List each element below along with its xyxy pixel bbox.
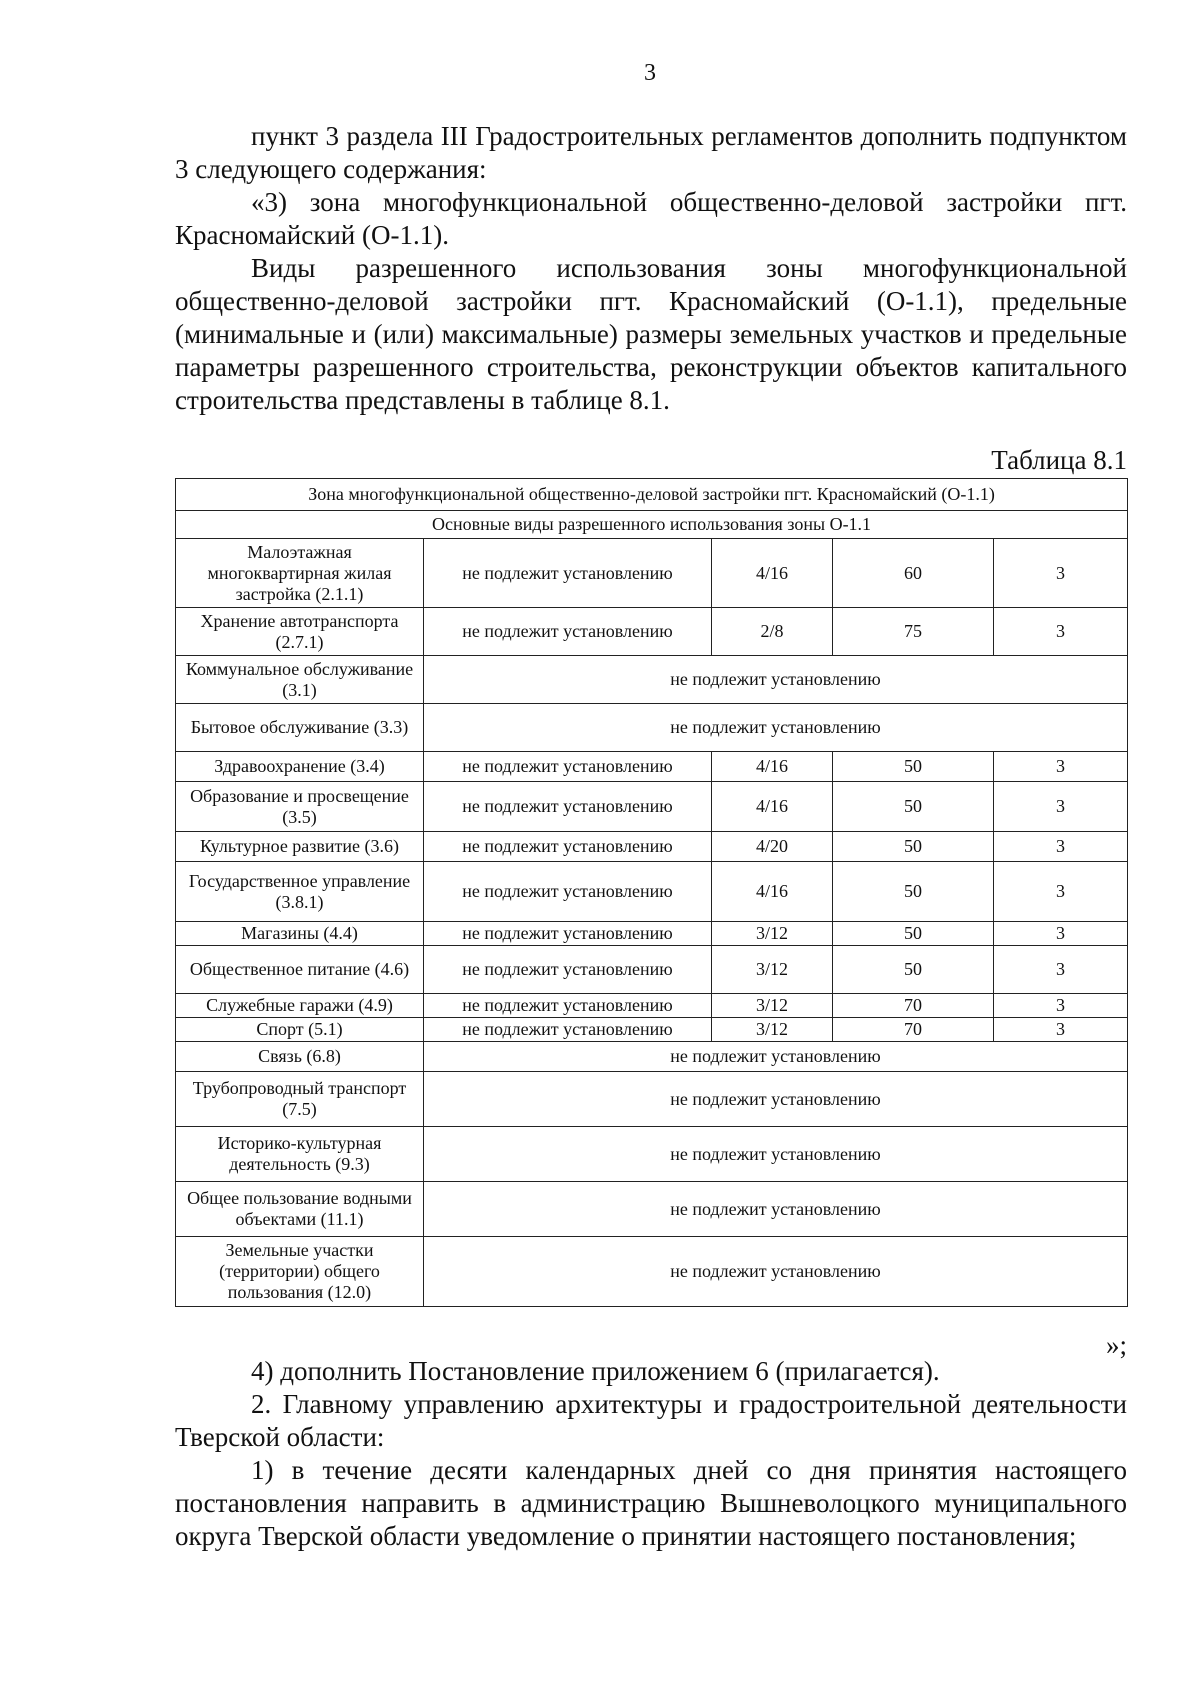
table-row bbox=[176, 1182, 1128, 1237]
use-type-cell: Связь (6.8) bbox=[176, 1042, 424, 1072]
coverage-cell: 70 bbox=[833, 994, 994, 1018]
use-type-cell: Здравоохранение (3.4) bbox=[176, 752, 424, 782]
merged-value-cell: не подлежит установлению bbox=[424, 656, 1128, 704]
floors-height-cell: 3/12 bbox=[712, 994, 833, 1018]
coverage-cell: 50 bbox=[833, 782, 994, 832]
use-type-cell: Трубопроводный транспорт (7.5) bbox=[176, 1072, 424, 1127]
setback-cell: 3 bbox=[994, 782, 1128, 832]
setback-cell: 3 bbox=[994, 832, 1128, 862]
floors-height-cell: 3/12 bbox=[712, 922, 833, 946]
table-row bbox=[176, 922, 1128, 946]
table-row bbox=[176, 832, 1128, 862]
table-row bbox=[176, 862, 1128, 922]
table-row bbox=[176, 1072, 1128, 1127]
plot-size-cell: не подлежит установлению bbox=[424, 832, 712, 862]
outro-text bbox=[175, 1355, 1127, 1553]
section-header-row bbox=[176, 511, 1128, 539]
floors-height-cell: 4/20 bbox=[712, 832, 833, 862]
table-row bbox=[176, 994, 1128, 1018]
floors-height-cell: 2/8 bbox=[712, 608, 833, 656]
table-row bbox=[176, 1042, 1128, 1072]
plot-size-cell: не подлежит установлению bbox=[424, 862, 712, 922]
table-row bbox=[176, 1237, 1128, 1307]
use-type-cell: Земельные участки (территории) общего пользования (12.0) bbox=[176, 1237, 424, 1307]
setback-cell: 3 bbox=[994, 752, 1128, 782]
table-row bbox=[176, 752, 1128, 782]
setback-cell: 3 bbox=[994, 539, 1128, 608]
floors-height-cell: 4/16 bbox=[712, 752, 833, 782]
setback-cell: 3 bbox=[994, 1018, 1128, 1042]
plot-size-cell: не подлежит установлению bbox=[424, 922, 712, 946]
plot-size-cell: не подлежит установлению bbox=[424, 994, 712, 1018]
plot-size-cell: не подлежит установлению bbox=[424, 946, 712, 994]
coverage-cell: 50 bbox=[833, 922, 994, 946]
plot-size-cell: не подлежит установлению bbox=[424, 608, 712, 656]
setback-cell: 3 bbox=[994, 994, 1128, 1018]
zone-header-row bbox=[176, 479, 1128, 511]
use-type-cell: Магазины (4.4) bbox=[176, 922, 424, 946]
intro-paragraph: пункт 3 раздела III Градостроительных регламентов дополнить подпунктом 3 следующего содержания: bbox=[175, 121, 1127, 184]
use-type-cell: Коммунальное обслуживание (3.1) bbox=[176, 656, 424, 704]
outro-paragraph: 2. Главному управлению архитектуры и градостроительной деятельности Тверской области: bbox=[175, 1389, 1127, 1452]
merged-value-cell: не подлежит установлению bbox=[424, 1127, 1128, 1182]
table-row bbox=[176, 946, 1128, 994]
setback-cell: 3 bbox=[994, 862, 1128, 922]
outro-paragraph: 1) в течение десяти календарных дней со дня принятия настоящего постановления направить в администрацию Вышневолоцкого муниципального округа Тверской области уведомление о принятии настоящего постановления; bbox=[175, 1455, 1127, 1551]
page-number: 3 bbox=[644, 60, 656, 86]
table-row bbox=[176, 1127, 1128, 1182]
intro-text bbox=[175, 120, 1127, 417]
coverage-cell: 60 bbox=[833, 539, 994, 608]
merged-value-cell: не подлежит установлению bbox=[424, 704, 1128, 752]
regulations-table bbox=[175, 478, 1128, 1307]
table-row bbox=[176, 704, 1128, 752]
plot-size-cell: не подлежит установлению bbox=[424, 752, 712, 782]
use-type-cell: Культурное развитие (3.6) bbox=[176, 832, 424, 862]
floors-height-cell: 4/16 bbox=[712, 862, 833, 922]
table-row bbox=[176, 539, 1128, 608]
coverage-cell: 50 bbox=[833, 862, 994, 922]
merged-value-cell: не подлежит установлению bbox=[424, 1237, 1128, 1307]
plot-size-cell: не подлежит установлению bbox=[424, 539, 712, 608]
use-type-cell: Образование и просвещение (3.5) bbox=[176, 782, 424, 832]
table-row bbox=[176, 608, 1128, 656]
use-type-cell: Служебные гаражи (4.9) bbox=[176, 994, 424, 1018]
use-type-cell: Малоэтажная многоквартирная жилая застройка (2.1.1) bbox=[176, 539, 424, 608]
intro-paragraph: Виды разрешенного использования зоны многофункциональной общественно-деловой застройки пгт. Красномайский (О-1.1), предельные (минимальные и (или) максимальные) размеры земельных участков и предельные параметры разрешенного строительства, реконструкции объектов капитального строительства представлены в таблице 8.1. bbox=[175, 253, 1127, 415]
setback-cell: 3 bbox=[994, 922, 1128, 946]
coverage-cell: 50 bbox=[833, 752, 994, 782]
floors-height-cell: 4/16 bbox=[712, 782, 833, 832]
table-row bbox=[176, 1018, 1128, 1042]
use-type-cell: Общее пользование водными объектами (11.1) bbox=[176, 1182, 424, 1237]
merged-value-cell: не подлежит установлению bbox=[424, 1042, 1128, 1072]
coverage-cell: 50 bbox=[833, 832, 994, 862]
floors-height-cell: 3/12 bbox=[712, 1018, 833, 1042]
use-type-cell: Историко-культурная деятельность (9.3) bbox=[176, 1127, 424, 1182]
setback-cell: 3 bbox=[994, 946, 1128, 994]
use-type-cell: Общественное питание (4.6) bbox=[176, 946, 424, 994]
merged-value-cell: не подлежит установлению bbox=[424, 1182, 1128, 1237]
plot-size-cell: не подлежит установлению bbox=[424, 782, 712, 832]
use-type-cell: Бытовое обслуживание (3.3) bbox=[176, 704, 424, 752]
merged-value-cell: не подлежит установлению bbox=[424, 1072, 1128, 1127]
use-type-cell: Хранение автотранспорта (2.7.1) bbox=[176, 608, 424, 656]
floors-height-cell: 4/16 bbox=[712, 539, 833, 608]
plot-size-cell: не подлежит установлению bbox=[424, 1018, 712, 1042]
use-type-cell: Спорт (5.1) bbox=[176, 1018, 424, 1042]
outro-paragraph: 4) дополнить Постановление приложением 6 (прилагается). bbox=[251, 1356, 940, 1386]
closing-quote: »; bbox=[1105, 1330, 1127, 1360]
floors-height-cell: 3/12 bbox=[712, 946, 833, 994]
use-type-cell: Государственное управление (3.8.1) bbox=[176, 862, 424, 922]
table-row bbox=[176, 656, 1128, 704]
zone-header: Зона многофункциональной общественно-деловой застройки пгт. Красномайский (О-1.1) bbox=[176, 479, 1128, 511]
coverage-cell: 75 bbox=[833, 608, 994, 656]
table-row bbox=[176, 782, 1128, 832]
coverage-cell: 70 bbox=[833, 1018, 994, 1042]
intro-paragraph: «3) зона многофункциональной общественно-деловой застройки пгт. Красномайский (О-1.1). bbox=[175, 187, 1127, 250]
table-caption: Таблица 8.1 bbox=[991, 445, 1127, 475]
setback-cell: 3 bbox=[994, 608, 1128, 656]
section-header: Основные виды разрешенного использования зоны О-1.1 bbox=[176, 511, 1128, 539]
coverage-cell: 50 bbox=[833, 946, 994, 994]
